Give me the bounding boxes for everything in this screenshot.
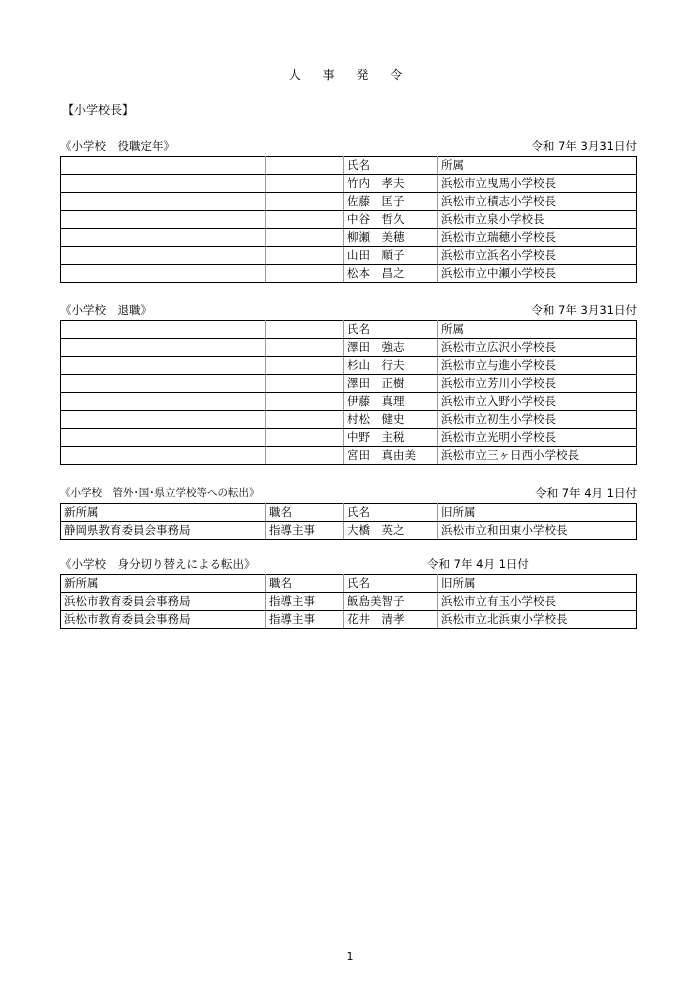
- name-cell: 伊藤 真理: [344, 393, 438, 411]
- header-cell: 新所属: [61, 504, 266, 522]
- cell: [266, 393, 344, 411]
- header-cell: 職名: [266, 575, 344, 593]
- position-cell: 指導主事: [266, 593, 344, 611]
- affiliation-cell: 浜松市立三ヶ日西小学校長: [438, 447, 637, 465]
- cell: [266, 193, 344, 211]
- header-cell: 新所属: [61, 575, 266, 593]
- affiliation-cell: 浜松市立瑞穂小学校長: [438, 229, 637, 247]
- affiliation-cell: 浜松市立曳馬小学校長: [438, 175, 637, 193]
- cell: [61, 447, 266, 465]
- name-cell: 中野 主税: [344, 429, 438, 447]
- affiliation-cell: 浜松市立積志小学校長: [438, 193, 637, 211]
- table-row: [61, 193, 637, 211]
- header-cell: 旧所属: [438, 575, 637, 593]
- table-row: [61, 265, 637, 283]
- affiliation-cell: 浜松市立光明小学校長: [438, 429, 637, 447]
- cell: [61, 393, 266, 411]
- personnel-table: [60, 320, 637, 465]
- section-date: 令和 7年 3月31日付: [531, 139, 637, 153]
- table-header-row: [61, 575, 637, 593]
- name-cell: 竹内 孝夫: [344, 175, 438, 193]
- name-cell: 村松 健史: [344, 411, 438, 429]
- cell: [61, 429, 266, 447]
- table-header-row: [61, 504, 637, 522]
- old-affiliation-cell: 浜松市立和田東小学校長: [438, 522, 637, 540]
- cell: [61, 411, 266, 429]
- table-row: [61, 429, 637, 447]
- header-cell: 旧所属: [438, 504, 637, 522]
- cell: [266, 357, 344, 375]
- name-cell: 澤田 強志: [344, 339, 438, 357]
- section-retirement-age: [60, 138, 637, 283]
- old-affiliation-cell: 浜松市立有玉小学校長: [438, 593, 637, 611]
- table-row: [61, 411, 637, 429]
- header-cell: 氏名: [344, 575, 438, 593]
- section-status-change: [60, 556, 637, 629]
- header-cell: [266, 321, 344, 339]
- name-cell: 山田 順子: [344, 247, 438, 265]
- header-cell: [61, 321, 266, 339]
- affiliation-cell: 浜松市立初生小学校長: [438, 411, 637, 429]
- old-affiliation-cell: 浜松市立北浜東小学校長: [438, 611, 637, 629]
- section-label: 《小学校 退職》: [60, 303, 152, 317]
- table-row: [61, 375, 637, 393]
- cell: [266, 411, 344, 429]
- cell: [61, 211, 266, 229]
- cell: [266, 429, 344, 447]
- table-row: [61, 339, 637, 357]
- section-transfer-out: [60, 485, 637, 540]
- name-cell: 中谷 哲久: [344, 211, 438, 229]
- table-row: [61, 229, 637, 247]
- cell: [61, 339, 266, 357]
- table-row: [61, 357, 637, 375]
- cell: [266, 175, 344, 193]
- affiliation-cell: 浜松市立泉小学校長: [438, 211, 637, 229]
- section-label: 《小学校 身分切り替えによる転出》: [60, 557, 256, 571]
- new-affiliation-cell: 浜松市教育委員会事務局: [61, 611, 266, 629]
- section-date: 令和 7年 4月 1日付: [535, 486, 637, 500]
- header-cell: 職名: [266, 504, 344, 522]
- cell: [61, 265, 266, 283]
- name-cell: 飯島美智子: [344, 593, 438, 611]
- table-row: [61, 175, 637, 193]
- category-heading: 【小学校長】: [62, 103, 135, 117]
- header-cell: [266, 157, 344, 175]
- header-cell: [61, 157, 266, 175]
- header-cell: 所属: [438, 157, 637, 175]
- new-affiliation-cell: 静岡県教育委員会事務局: [61, 522, 266, 540]
- cell: [266, 339, 344, 357]
- name-cell: 澤田 正樹: [344, 375, 438, 393]
- name-cell: 松本 昌之: [344, 265, 438, 283]
- section-label: 《小学校 役職定年》: [60, 139, 175, 153]
- affiliation-cell: 浜松市立入野小学校長: [438, 393, 637, 411]
- section-date: 令和 7年 3月31日付: [531, 303, 637, 317]
- cell: [266, 247, 344, 265]
- cell: [266, 375, 344, 393]
- table-row: [61, 393, 637, 411]
- table-row: [61, 247, 637, 265]
- section-date: 令和 7年 4月 1日付: [427, 557, 529, 571]
- name-cell: 花井 清孝: [344, 611, 438, 629]
- table-header-row: [61, 321, 637, 339]
- personnel-table: [60, 574, 637, 629]
- table-row: [61, 447, 637, 465]
- cell: [61, 175, 266, 193]
- name-cell: 柳瀬 美穂: [344, 229, 438, 247]
- section-retirement: [60, 302, 637, 465]
- cell: [266, 211, 344, 229]
- table-row: [61, 593, 637, 611]
- affiliation-cell: 浜松市立中瀬小学校長: [438, 265, 637, 283]
- cell: [61, 229, 266, 247]
- name-cell: 佐藤 匡子: [344, 193, 438, 211]
- position-cell: 指導主事: [266, 522, 344, 540]
- header-cell: 氏名: [344, 321, 438, 339]
- header-cell: 所属: [438, 321, 637, 339]
- page-number: 1: [346, 950, 354, 963]
- name-cell: 杉山 行夫: [344, 357, 438, 375]
- table-row: [61, 211, 637, 229]
- name-cell: 大橋 英之: [344, 522, 438, 540]
- cell: [61, 357, 266, 375]
- personnel-table: [60, 156, 637, 283]
- cell: [61, 247, 266, 265]
- affiliation-cell: 浜松市立与進小学校長: [438, 357, 637, 375]
- affiliation-cell: 浜松市立芳川小学校長: [438, 375, 637, 393]
- name-cell: 宮田 真由美: [344, 447, 438, 465]
- table-row: [61, 611, 637, 629]
- position-cell: 指導主事: [266, 611, 344, 629]
- header-cell: 氏名: [344, 157, 438, 175]
- new-affiliation-cell: 浜松市教育委員会事務局: [61, 593, 266, 611]
- table-row: [61, 522, 637, 540]
- cell: [266, 447, 344, 465]
- cell: [61, 375, 266, 393]
- table-header-row: [61, 157, 637, 175]
- cell: [266, 265, 344, 283]
- page-title: 人 事 発 令: [288, 68, 412, 82]
- section-label: 《小学校 管外･国･県立学校等への転出》: [60, 487, 260, 499]
- cell: [266, 229, 344, 247]
- affiliation-cell: 浜松市立広沢小学校長: [438, 339, 637, 357]
- cell: [61, 193, 266, 211]
- affiliation-cell: 浜松市立浜名小学校長: [438, 247, 637, 265]
- personnel-table: [60, 503, 637, 540]
- header-cell: 氏名: [344, 504, 438, 522]
